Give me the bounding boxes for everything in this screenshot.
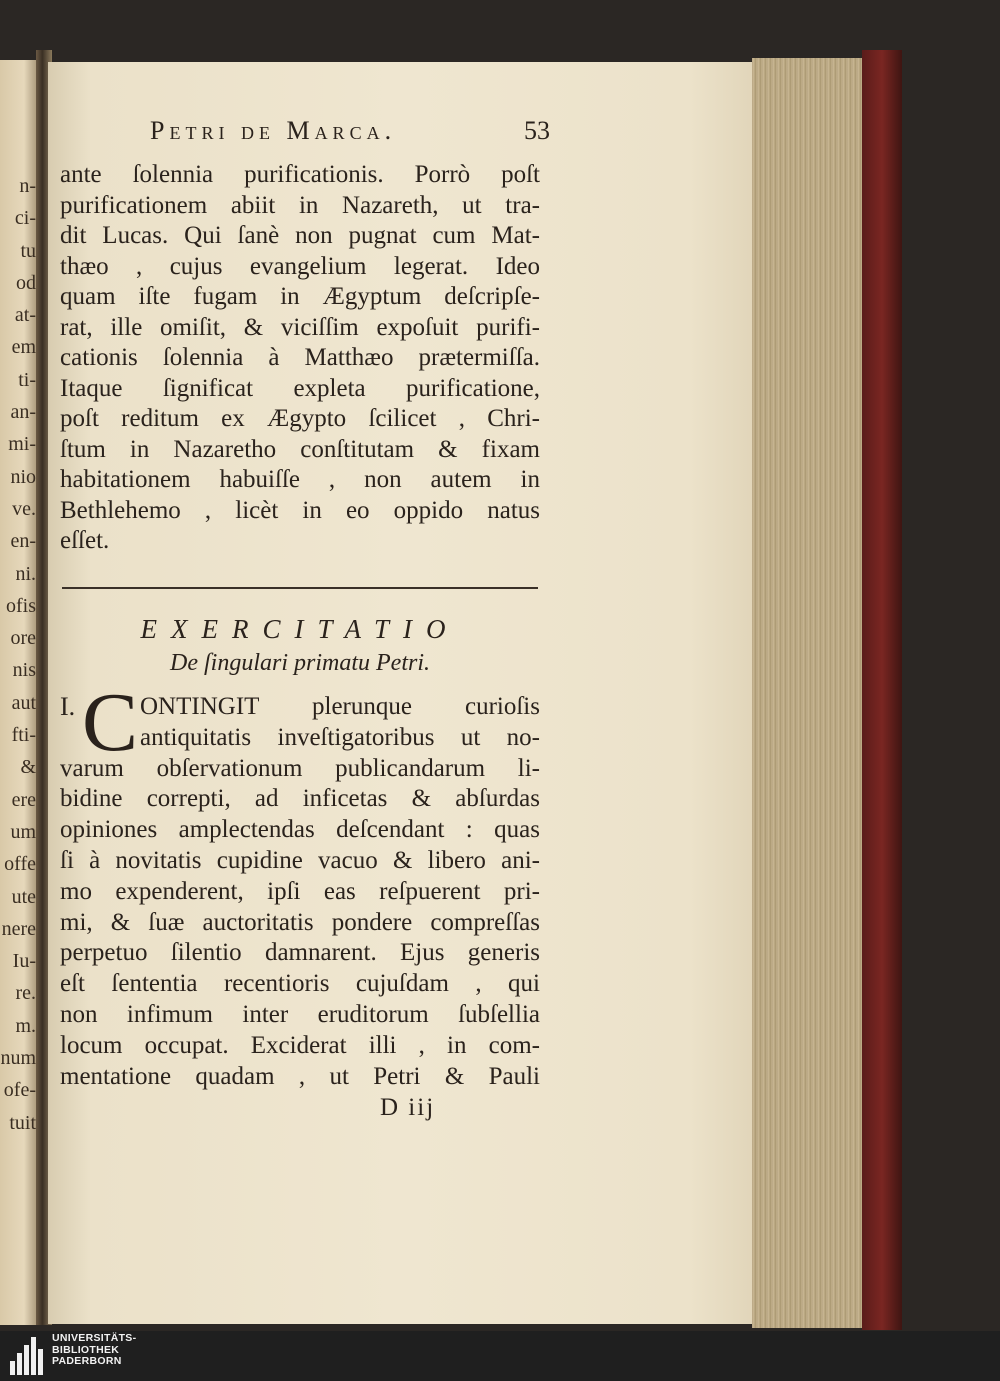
left-margin-fragment: at- [14,304,36,327]
text-line: varum obſervationum publicandarum li- [60,754,540,782]
text-line: bidine correpti, ad inficetas & abſurdas [60,785,540,813]
section-numeral: I. [60,692,76,721]
text-line: non infimum inter eruditorum ſubſellia [60,1000,540,1028]
text-line: Itaque ſignificat expleta purificatione, [60,374,540,402]
page-number: 53 [524,116,550,145]
left-margin-fragment: mi- [8,433,36,456]
text-line: eſſet. [60,527,110,554]
text-line: perpetuo ſilentio damnarent. Ejus generis [60,939,540,967]
left-margin-fragment: ve. [12,497,36,520]
section-subtitle: De ſingulari primatu Petri. [170,650,430,676]
text-line: poſt reditum ex Ægypto ſcilicet , Chri- [60,405,540,432]
left-margin-fragment: offe [4,853,36,876]
text-line: eſt ſententia recentioris cujuſdam , qui [60,970,540,998]
paragraph-1 [60,160,540,557]
left-margin-fragment: nio [10,465,36,488]
text-line: Bethlehemo , licèt in eo oppido natus [60,496,540,524]
left-margin-fragment: ere [11,788,36,811]
left-margin-fragment: od [16,271,36,294]
book-cover-edge [862,50,902,1330]
text-line: habitationem habuiſſe , non autem in [60,466,540,493]
text-line: locum occupat. Exciderat illi , in com- [60,1031,540,1059]
left-page-edge [0,60,40,1325]
text-line: opiniones amplectendas deſcendant : quas [60,816,540,844]
text-line: cationis ſolennia à Matthæo prætermiſſa. [60,344,540,371]
library-logo-icon [10,1337,46,1375]
left-margin-fragment: nere [1,917,36,940]
running-header [150,116,550,146]
text-line: ante ſolennia purificationis. Porrò poſt [60,161,540,188]
page-fore-edge [752,58,872,1328]
text-line: mi, & ſuæ auctoritatis pondere compreſſas [60,908,540,936]
left-margin-fragment: em [11,336,36,359]
text-line: quam iſte fugam in Ægyptum deſcripſe- [60,283,540,310]
text-line: rat, ille omiſit, & viciſſim expoſuit purifi- [60,313,540,341]
left-margin-fragment: ti- [18,368,36,391]
left-margin-fragment: ofe- [3,1079,36,1102]
library-name [52,1333,136,1368]
left-margin-fragment: tu [20,239,36,262]
library-name-line3: PADERBORN [52,1355,122,1367]
left-margin-fragment: ni. [15,562,36,585]
left-margin-fragment: & [20,756,36,779]
text-line: antiquitatis inveſtigatoribus ut no- [140,723,540,751]
text-line: ONTINGIT plerunque curioſis [140,693,540,720]
left-margin-fragment: Iu- [12,950,36,973]
drop-cap: C [82,676,139,769]
library-name-line2: BIBLIOTHEK [52,1343,120,1356]
left-margin-fragment: m. [15,1014,36,1037]
text-line: ſi à novitatis cupidine vacuo & libero ani- [60,846,540,874]
left-margin-fragments [0,170,40,1139]
text-line: mentatione quadam , ut Petri & Pauli [60,1062,540,1090]
left-margin-fragment: n- [19,175,36,197]
left-margin-fragment: ore [10,627,36,650]
left-margin-fragment: tuit [9,1111,36,1134]
signature-mark: D iij [380,1094,436,1121]
library-footer [0,1331,1000,1381]
left-margin-fragment: um [10,820,36,843]
left-margin-fragment: num [0,1047,36,1070]
paragraph-2 [60,692,540,1092]
text-line: purificationem abiit in Nazareth, ut tra- [60,191,540,219]
running-title: Petri de Marca. [150,116,397,145]
section-heading: EXERCITATIO [140,614,460,644]
left-margin-fragment: re. [15,982,36,1005]
text-line: dit Lucas. Qui ſanè non pugnat cum Mat- [60,222,540,249]
left-margin-fragment: aut [11,691,36,714]
left-margin-fragment: an- [10,401,36,424]
library-name-line1: UNIVERSITÄTS- [52,1332,137,1344]
text-line: mo expenderent, ipſi eas reſpuerent pri- [60,877,540,905]
left-margin-fragment: ofis [6,594,36,617]
left-margin-fragment: nis [12,659,36,682]
left-margin-fragment: fti- [11,724,36,747]
left-margin-fragment: ci- [14,207,36,230]
left-margin-fragment: ute [11,885,36,908]
section-rule [62,587,538,589]
text-line: thæo , cujus evangelium legerat. Ideo [60,252,540,280]
text-line: ſtum in Nazaretho conſtitutam & fixam [60,435,540,463]
left-margin-fragment: en- [10,530,36,553]
